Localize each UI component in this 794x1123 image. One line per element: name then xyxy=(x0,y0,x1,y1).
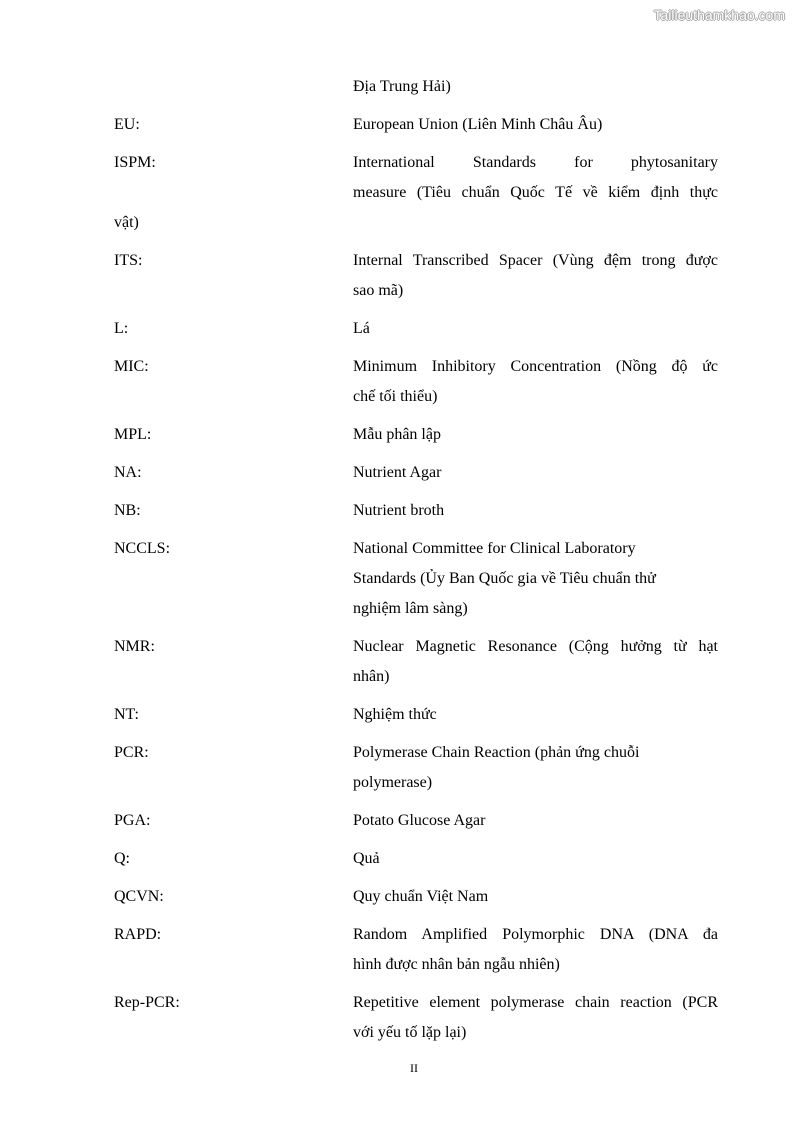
abbr-definition-line: hình được nhân bản ngẫu nhiên) xyxy=(353,956,560,973)
abbr-term: NMR: xyxy=(114,638,155,655)
abbr-definition-line: chế tối thiểu) xyxy=(353,388,438,405)
abbr-term: PCR: xyxy=(114,744,149,761)
abbr-definition: Nutrient Agar xyxy=(353,464,442,481)
abbr-definition: Quy chuẩn Việt Nam xyxy=(353,888,489,905)
abbr-definition-line: International Standards for phytosanitary xyxy=(353,154,718,171)
abbr-definition-line: Standards (Ủy Ban Quốc gia về Tiêu chuẩn thử xyxy=(353,570,656,587)
abbr-definition-line: Internal Transcribed Spacer (Vùng đệm trong được xyxy=(353,252,718,269)
abbr-definition-line: Repetitive element polymerase chain reaction (PCR xyxy=(353,994,718,1011)
abbr-definition-line: Nuclear Magnetic Resonance (Cộng hưởng từ hạt xyxy=(353,638,718,655)
abbr-definition: European Union (Liên Minh Châu Âu) xyxy=(353,116,603,133)
abbr-term: MIC: xyxy=(114,358,149,375)
abbr-term: EU: xyxy=(114,116,140,133)
abbr-definition-line: Polymerase Chain Reaction (phản ứng chuỗi xyxy=(353,744,640,761)
watermark: Tailieuthamkhao.com xyxy=(653,7,785,23)
abbr-definition-line: National Committee for Clinical Laboratory xyxy=(353,540,636,557)
abbr-definition: Lá xyxy=(353,320,370,337)
abbr-definition-line: measure (Tiêu chuẩn Quốc Tế về kiểm định thực xyxy=(353,184,718,201)
abbr-definition: Potato Glucose Agar xyxy=(353,812,486,829)
abbr-term: L: xyxy=(114,320,129,337)
abbr-term: RAPD: xyxy=(114,926,162,943)
abbr-term: QCVN: xyxy=(114,888,164,905)
continuation-text: Địa Trung Hải) xyxy=(353,78,451,95)
abbr-term: NT: xyxy=(114,706,139,723)
abbr-term: MPL: xyxy=(114,426,152,443)
abbr-term: NA: xyxy=(114,464,142,481)
abbr-definition-line: nghiệm lâm sàng) xyxy=(353,600,468,617)
abbr-term: NCCLS: xyxy=(114,540,171,557)
abbr-definition-tail: vật) xyxy=(114,214,139,231)
abbr-term: PGA: xyxy=(114,812,151,829)
abbr-term: NB: xyxy=(114,502,141,519)
abbr-definition-line: với yếu tố lặp lại) xyxy=(353,1024,467,1041)
abbr-definition-line: sao mã) xyxy=(353,282,404,299)
page-number: II xyxy=(410,1061,418,1075)
abbr-definition: Nutrient broth xyxy=(353,502,445,519)
abbr-definition: Mẫu phân lập xyxy=(353,426,441,443)
abbr-term: ITS: xyxy=(114,252,143,269)
abbr-term: Rep-PCR: xyxy=(114,994,180,1011)
abbr-term: Q: xyxy=(114,850,130,867)
abbr-term: ISPM: xyxy=(114,154,156,171)
abbr-definition: Nghiệm thức xyxy=(353,706,437,723)
abbr-definition-line: Minimum Inhibitory Concentration (Nồng độ ức xyxy=(353,358,718,375)
abbr-definition-line: Random Amplified Polymorphic DNA (DNA đa xyxy=(353,926,718,943)
abbr-definition-line: nhân) xyxy=(353,668,390,685)
abbr-definition: Quả xyxy=(353,850,380,867)
abbr-definition-line: polymerase) xyxy=(353,774,433,791)
